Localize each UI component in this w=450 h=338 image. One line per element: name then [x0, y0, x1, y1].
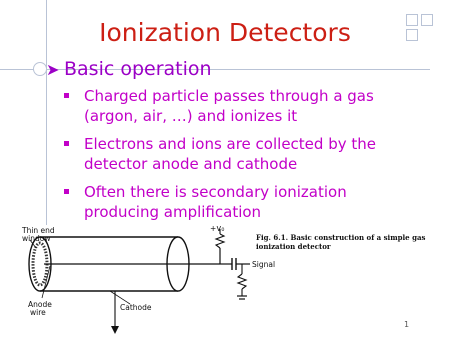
resistor-top	[216, 234, 224, 248]
slide-title: Ionization Detectors	[99, 18, 351, 47]
decor-circle	[33, 62, 47, 76]
figure-caption-2: ionization detector	[256, 242, 331, 251]
sub-bullet	[64, 182, 424, 222]
detector-figure	[20, 226, 440, 338]
square-bullet-icon	[64, 189, 69, 194]
label-anode-2: wire	[30, 308, 46, 317]
sub-bullet	[64, 86, 424, 126]
main-bullet	[46, 58, 212, 80]
figure-caption: Fig. 6.1. Basic construction of a simple gas	[256, 233, 426, 242]
sub-bullet	[64, 134, 424, 174]
square-bullet-icon	[64, 93, 69, 98]
main-bullet-text: Basic operation	[64, 58, 212, 80]
sub-bullet-text: Often there is secondary ionization producing amplification	[84, 183, 347, 221]
arrow-bullet-icon: ➤	[46, 60, 60, 79]
label-cathode: Cathode	[120, 303, 152, 312]
label-v0: +V₀	[210, 226, 225, 233]
page-number: 1	[404, 320, 410, 329]
sub-bullet-text: Charged particle passes through a gas (argon, air, …) and ionizes it	[84, 87, 374, 125]
resistor-bottom	[238, 274, 246, 289]
sub-bullet-text: Electrons and ions are collected by the detector anode and cathode	[84, 135, 376, 173]
label-anode: Anode	[28, 300, 52, 309]
label-window-2: window	[22, 234, 51, 243]
label-window: Thin end	[22, 226, 55, 235]
label-signal: Signal	[252, 260, 276, 269]
square-bullet-icon	[64, 141, 69, 146]
ground-arrow	[111, 326, 119, 334]
